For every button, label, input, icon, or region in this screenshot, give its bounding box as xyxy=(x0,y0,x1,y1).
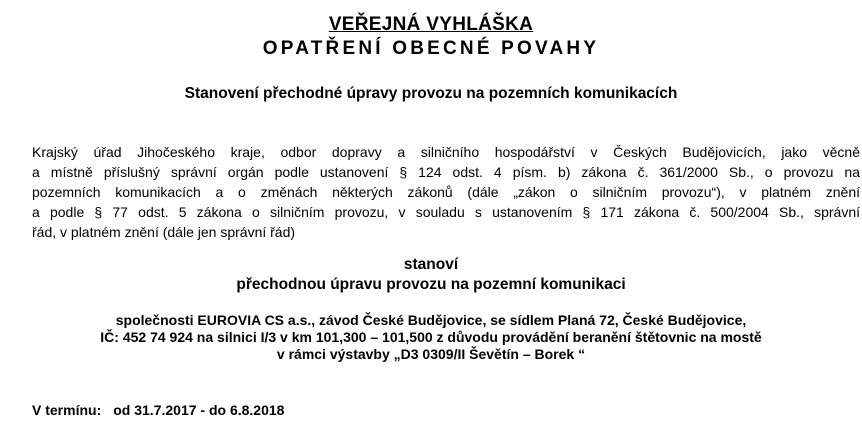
intro-line: Krajský úřad Jihočeského kraje, odbor dopravy a silničního hospodářství v Českých Budějovicích, jako věcně xyxy=(32,144,860,160)
term-value: od 31.7.2017 - do 6.8.2018 xyxy=(113,402,285,418)
intro-line: pozemních komunikacích a o změnách některých zákonů (dále „zákon o silničním provozu“), v platném znění xyxy=(32,184,860,200)
term-row xyxy=(32,402,284,418)
document-subtitle: OPATŘENÍ OBECNÉ POVAHY xyxy=(262,38,600,59)
decision-verb: stanoví xyxy=(403,256,459,273)
intro-line: a podle § 77 odst. 5 zákona o silničním provozu, v souladu s ustanovením § 171 zákona č. 500/2004 Sb., správní xyxy=(32,204,860,220)
company-line: v rámci výstavby „D3 0309/II Ševětín – Borek “ xyxy=(276,346,586,362)
document-title: VEŘEJNÁ VYHLÁŠKA xyxy=(328,14,534,35)
intro-paragraph xyxy=(32,142,860,242)
decision-object: přechodnou úpravu provozu na pozemní komunikaci xyxy=(236,276,626,293)
company-line: společnosti EUROVIA CS a.s., závod České Budějovice, se sídlem Planá 72, České Budějovice, xyxy=(115,312,747,328)
term-label: V termínu: xyxy=(32,402,102,418)
company-block xyxy=(0,312,862,363)
document-subject: Stanovení přechodné úpravy provozu na pozemních komunikacích xyxy=(184,85,678,102)
intro-line: a místně příslušný správní orgán podle ustanovení § 124 odst. 4 písm. b) zákona č. 361/2000 Sb., o provozu na xyxy=(32,164,860,180)
intro-line: řád, v platném znění (dále jen správní řád) xyxy=(32,224,296,240)
company-line: IČ: 452 74 924 na silnici I/3 v km 101,300 – 101,500 z důvodu provádění beranění štětovnic na mostě xyxy=(100,329,762,345)
